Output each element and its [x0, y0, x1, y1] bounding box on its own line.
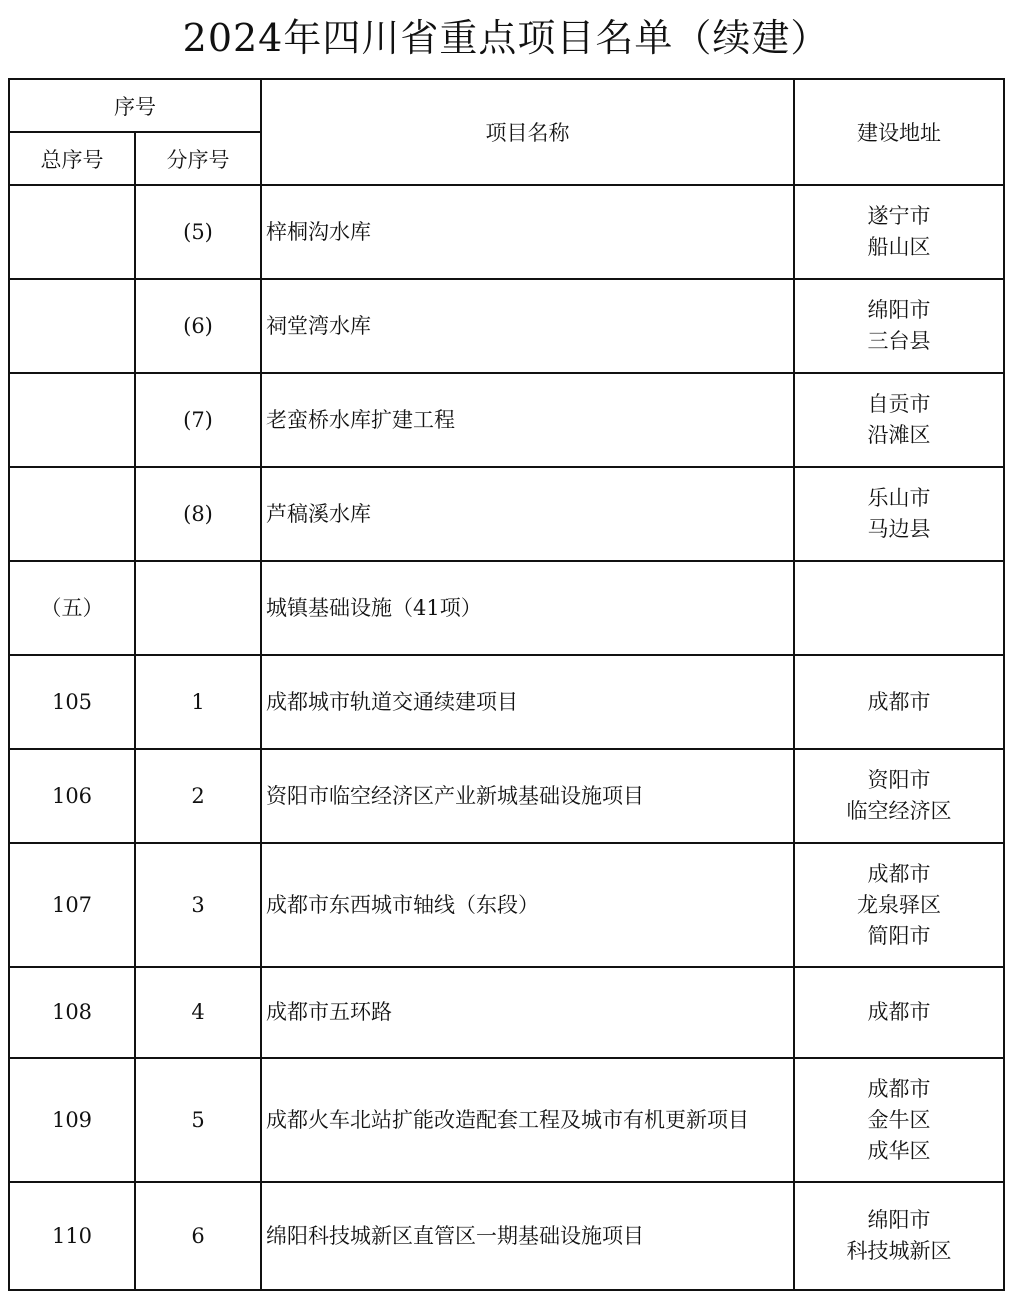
location-cell: 自贡市 沿滩区 [794, 373, 1004, 467]
table-row [9, 467, 1004, 561]
sub-seq-cell: 2 [135, 749, 261, 843]
sub-seq-cell: (6) [135, 279, 261, 373]
sub-seq-cell [135, 561, 261, 655]
table-row [9, 967, 1004, 1058]
project-name-cell: 老蛮桥水库扩建工程 [261, 373, 794, 467]
project-name-cell: 城镇基础设施（41项） [261, 561, 794, 655]
total-seq-cell: 105 [9, 655, 135, 749]
total-seq-cell [9, 279, 135, 373]
total-seq-cell [9, 373, 135, 467]
table-row [9, 373, 1004, 467]
header-sub-seq: 分序号 [135, 132, 261, 185]
location-cell: 成都市 [794, 655, 1004, 749]
project-table [8, 78, 1005, 1291]
location-cell: 遂宁市 船山区 [794, 185, 1004, 279]
header-project-name: 项目名称 [261, 79, 794, 185]
project-name-cell: 成都城市轨道交通续建项目 [261, 655, 794, 749]
header-seq-group: 序号 [9, 79, 261, 132]
table-row [9, 1058, 1004, 1182]
sub-seq-cell: (5) [135, 185, 261, 279]
total-seq-cell: 107 [9, 843, 135, 967]
location-cell: 成都市 金牛区 成华区 [794, 1058, 1004, 1182]
table-row [9, 185, 1004, 279]
location-cell: 成都市 [794, 967, 1004, 1058]
project-name-cell: 芦稿溪水库 [261, 467, 794, 561]
sub-seq-cell: (8) [135, 467, 261, 561]
project-name-cell: 资阳市临空经济区产业新城基础设施项目 [261, 749, 794, 843]
page-title: 2024年四川省重点项目名单（续建） [182, 16, 830, 60]
sub-seq-cell: 5 [135, 1058, 261, 1182]
project-name-cell: 成都火车北站扩能改造配套工程及城市有机更新项目 [261, 1058, 794, 1182]
table-row [9, 279, 1004, 373]
table-row [9, 561, 1004, 655]
project-name-cell: 梓桐沟水库 [261, 185, 794, 279]
sub-seq-cell: 1 [135, 655, 261, 749]
header-total-seq: 总序号 [9, 132, 135, 185]
total-seq-cell: （五） [9, 561, 135, 655]
sub-seq-cell: 6 [135, 1182, 261, 1290]
project-name-cell: 祠堂湾水库 [261, 279, 794, 373]
total-seq-cell: 110 [9, 1182, 135, 1290]
location-cell: 成都市 龙泉驿区 简阳市 [794, 843, 1004, 967]
sub-seq-cell: 3 [135, 843, 261, 967]
location-cell [794, 561, 1004, 655]
total-seq-cell [9, 185, 135, 279]
project-name-cell: 成都市五环路 [261, 967, 794, 1058]
total-seq-cell: 106 [9, 749, 135, 843]
project-name-cell: 成都市东西城市轴线（东段） [261, 843, 794, 967]
table-row [9, 655, 1004, 749]
table-row [9, 843, 1004, 967]
sub-seq-cell: (7) [135, 373, 261, 467]
location-cell: 乐山市 马边县 [794, 467, 1004, 561]
sub-seq-cell: 4 [135, 967, 261, 1058]
header-location: 建设地址 [794, 79, 1004, 185]
table-row [9, 749, 1004, 843]
total-seq-cell: 108 [9, 967, 135, 1058]
location-cell: 资阳市 临空经济区 [794, 749, 1004, 843]
project-name-cell: 绵阳科技城新区直管区一期基础设施项目 [261, 1182, 794, 1290]
total-seq-cell: 109 [9, 1058, 135, 1182]
total-seq-cell [9, 467, 135, 561]
table-row [9, 1182, 1004, 1290]
location-cell: 绵阳市 三台县 [794, 279, 1004, 373]
location-cell: 绵阳市 科技城新区 [794, 1182, 1004, 1290]
